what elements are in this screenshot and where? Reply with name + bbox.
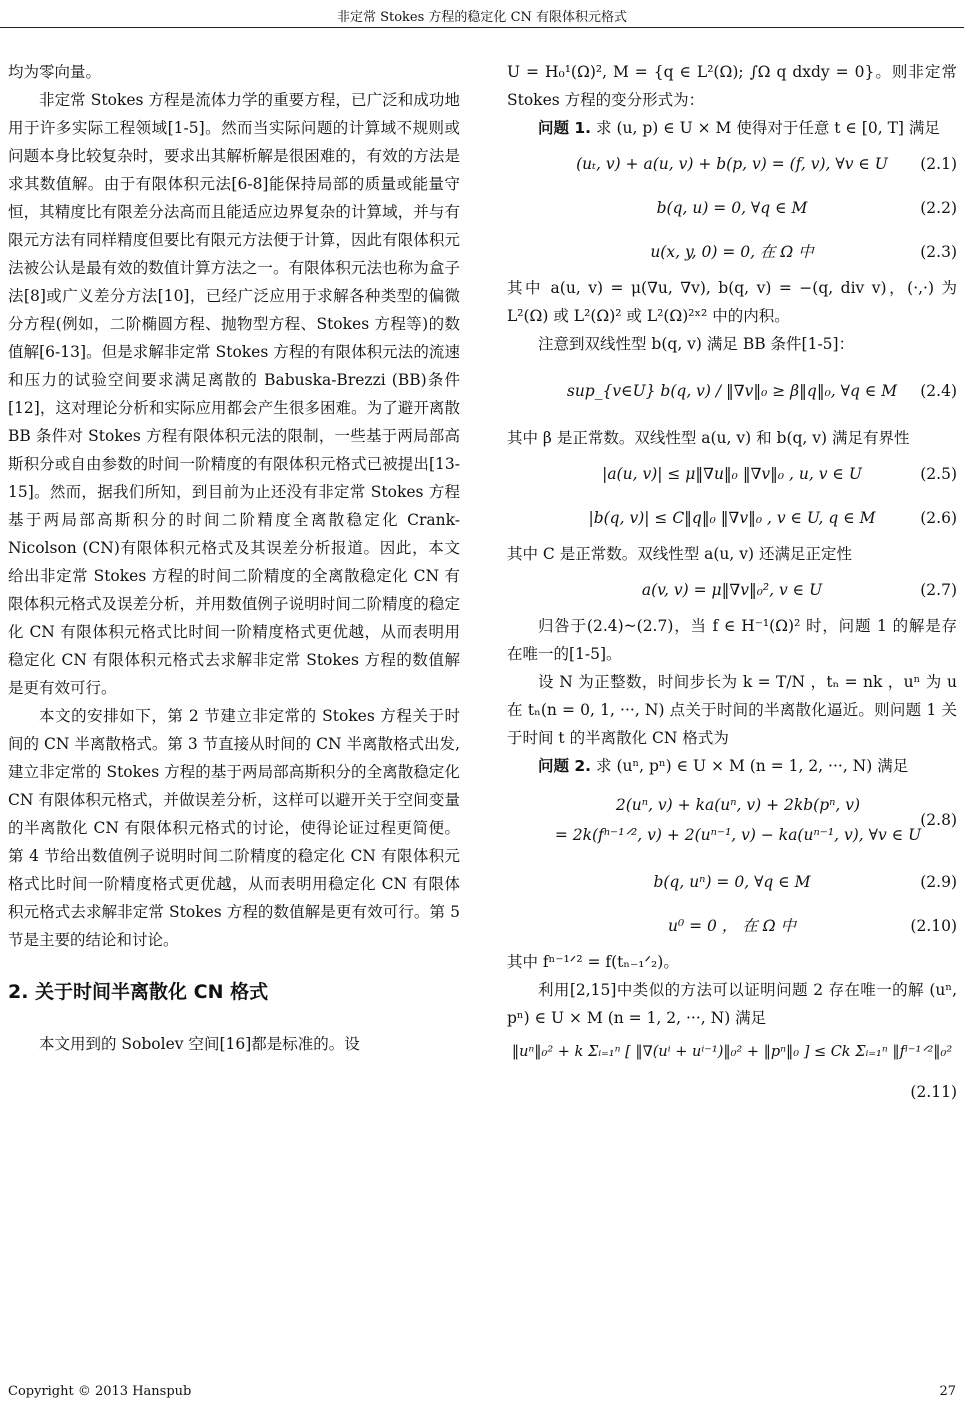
paragraph: 其中 β 是正常数。双线性型 a(u, v) 和 b(q, v) 满足有界性 <box>507 429 910 447</box>
paragraph: 非定常 Stokes 方程是流体力学的重要方程，已广泛和成功地用于许多实际工程领域[1-5]。然而当实际问题的计算域不规则或问题本身比较复杂时，要求出其解析解是很困难的，有效的方法是求其数值解。由于有限体积元法[6-8]能保持局部的质量或能量守恒，其精度比有限差分法高而且能适应边界复杂的计算域，并与有限元方法有同样精度但要比有限元方法便于计算，因此有限体积元法被公认是最有效的数值计算方法之一。有限体积元法也称为盒子法[8]或广义差分方法[10]，已经广泛应用于求解各种类型的偏微分方程(例如，二阶椭圆方程、抛物型方程、Stokes 方程等)的数值解[6-13]。但是求解非定常 Stokes 方程的有限体积元法的流速和压力的试验空间要求满足离散的 Babuska-Brezzi (BB)条件[12]，这对理论分析和实际应用都会产生很多困难。为了避开离散 BB 条件对 Stokes 方程有限体积元法的限制，一些基于两局部高斯积分或自由参数的时间一阶精度的有限体积元格式已被提出[13-15]。然而，据我们所知，到目前为止还没有非定常 Stokes 方程基于两局部高斯积分的时间二阶精度全离散稳定化 Crank-Nicolson (CN)有限体积元格式及其误差分析报道。因此，本文给出非定常 Stokes 方程的时间二阶精度的全离散稳定化 CN 有限体积元格式及误差分析，并用数值例子说明时间二阶精度的稳定化 CN 有限体积元格式比时间一阶精度格式更优越，从而表明用稳定化 CN 有限体积元格式去求解非定常 Stokes 方程的数值解是更有效可行。 <box>8 91 460 697</box>
paragraph: 其中 a(u, v) = μ(∇u, ∇v), b(q, v) = −(q, div v)，(·,·) 为 L²(Ω) 或 L²(Ω)² 或 L²(Ω)²ˣ² 中的内积。 <box>507 279 957 325</box>
right-column <box>507 58 957 1106</box>
paragraph: 其中 fⁿ⁻¹ᐟ² = f(tₙ₋₁ᐟ₂)。 <box>507 953 679 971</box>
problem-label: 问题 1. <box>538 119 592 137</box>
equation-2-2 <box>507 186 957 230</box>
equation-number: (2.6) <box>920 509 957 527</box>
paragraph: 均为零向量。 <box>8 63 102 81</box>
left-column <box>8 58 460 1058</box>
equation-body: (uₜ, v) + a(u, v) + b(p, v) = (f, v), ∀v ∈ U <box>576 155 888 173</box>
equation-2-11 <box>507 1032 957 1072</box>
equation-number: (2.4) <box>920 382 957 400</box>
equation-2-4 <box>507 358 957 424</box>
problem-2 <box>507 752 957 780</box>
running-header: 非定常 Stokes 方程的稳定化 CN 有限体积元格式 <box>336 10 628 25</box>
equation-number: (2.11) <box>910 1083 957 1101</box>
paragraph: 本文用到的 Sobolev 空间[16]都是标准的。设 <box>39 1035 360 1053</box>
equation-body: b(q, uⁿ) = 0, ∀q ∈ M <box>653 873 811 891</box>
equation-number: (2.7) <box>920 581 957 599</box>
equation-body: ‖uⁿ‖₀² + k Σᵢ₌₁ⁿ [ ‖∇(uⁱ + uⁱ⁻¹)‖₀² + ‖pⁿ‖₀ ] ≤ Ck Σᵢ₌₁ⁿ ‖fⁱ⁻¹ᐟ²‖₀² <box>511 1044 953 1060</box>
equation-body: u(x, y, 0) = 0, 在 Ω 中 <box>650 243 814 261</box>
equation-number: (2.1) <box>920 155 957 173</box>
equation-line: 2(uⁿ, v) + ka(uⁿ, v) + 2kb(pⁿ, v) <box>615 796 861 814</box>
paragraph: 利用[2,15]中类似的方法可以证明问题 2 存在唯一的解 (uⁿ, pⁿ) ∈ U × M (n = 1, 2, ···, N) 满足 <box>507 981 957 1027</box>
equation-body: |a(u, v)| ≤ μ‖∇u‖₀ ‖∇v‖₀ , u, v ∈ U <box>602 465 862 483</box>
paragraph: 归咎于(2.4)~(2.7)，当 f ∈ H⁻¹(Ω)² 时，问题 1 的解是存在唯一的[1-5]。 <box>507 617 957 663</box>
equation-body: sup_{v∈U} b(q, v) / ‖∇v‖₀ ≥ β‖q‖₀, ∀q ∈ M <box>566 382 898 400</box>
equation-2-3 <box>507 230 957 274</box>
paragraph: 其中 C 是正常数。双线性型 a(u, v) 还满足正定性 <box>507 545 852 563</box>
equation-line: = 2k(fⁿ⁻¹ᐟ², v) + 2(uⁿ⁻¹, v) − ka(uⁿ⁻¹, v), ∀v ∈ U <box>554 826 922 844</box>
equation-number: (2.2) <box>920 199 957 217</box>
equation-body: u⁰ = 0 ， 在 Ω 中 <box>668 917 796 935</box>
equation-2-8 <box>507 780 957 860</box>
section-heading: 2. 关于时间半离散化 CN 格式 <box>8 981 269 1003</box>
equation-2-10 <box>507 904 957 948</box>
problem-1 <box>507 114 957 142</box>
equation-number: (2.3) <box>920 243 957 261</box>
equation-number: (2.5) <box>920 465 957 483</box>
equation-2-6 <box>507 496 957 540</box>
paragraph: 设 N 为正整数，时间步长为 k = T/N ，tₙ = nk ，uⁿ 为 u 在 tₙ(n = 0, 1, ···, N) 点关于时间的半离散化逼近。则问题 1 关于时间 t 的半离散化 CN 格式为 <box>507 673 957 747</box>
equation-body: a(v, v) = μ‖∇v‖₀², v ∈ U <box>641 581 823 599</box>
footer-copyright: Copyright © 2013 Hanspub <box>8 1384 192 1399</box>
problem-label: 问题 2. <box>538 757 592 775</box>
equation-number: (2.10) <box>910 917 957 935</box>
equation-2-5 <box>507 452 957 496</box>
paragraph: 注意到双线性型 b(q, v) 满足 BB 条件[1-5]： <box>538 335 855 353</box>
equation-2-7 <box>507 568 957 612</box>
equation-number: (2.9) <box>920 873 957 891</box>
problem-text: 求 (u, p) ∈ U × M 使得对于任意 t ∈ [0, T] 满足 <box>596 119 940 137</box>
equation-body: |b(q, v)| ≤ C‖q‖₀ ‖∇v‖₀ , v ∈ U, q ∈ M <box>588 509 876 527</box>
equation-body: b(q, u) = 0, ∀q ∈ M <box>656 199 808 217</box>
equation-number: (2.8) <box>920 811 957 829</box>
problem-text: 求 (uⁿ, pⁿ) ∈ U × M (n = 1, 2, ···, N) 满足 <box>596 757 909 775</box>
paragraph: 本文的安排如下，第 2 节建立非定常的 Stokes 方程关于时间的 CN 半离散格式。第 3 节直接从时间的 CN 半离散格式出发, 建立非定常的 Stokes 方程的基于两局部高斯积分的全离散稳定化 CN 有限体积元格式，并做误差分析，这样可以避开关于空间变量的半离散化 CN 有限体积元格式的讨论，使得论证过程更简便。第 4 节给出数值例子说明时间二阶精度的稳定化 CN 有限体积元格式比时间一阶精度格式更优越，从而表明用稳定化 CN 有限体积元格式去求解非定常 Stokes 方程的数值解是更有效可行。第 5 节是主要的结论和讨论。 <box>8 707 460 949</box>
equation-2-1 <box>507 142 957 186</box>
header-rule <box>0 27 964 28</box>
page-number: 27 <box>939 1384 956 1399</box>
paragraph: U = H₀¹(Ω)², M = {q ∈ L²(Ω); ∫Ω q dxdy = 0}。则非定常 Stokes 方程的变分形式为： <box>507 63 957 109</box>
equation-2-9 <box>507 860 957 904</box>
